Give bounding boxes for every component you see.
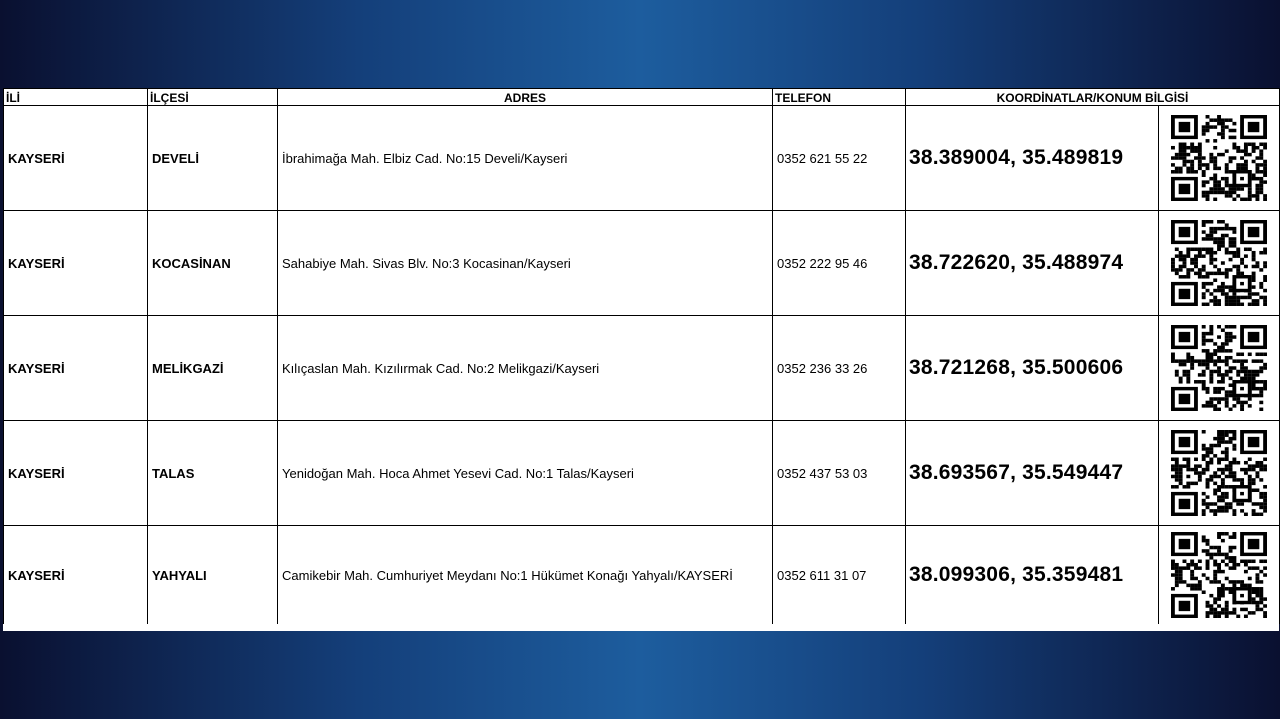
cell-adres: Sahabiye Mah. Sivas Blv. No:3 Kocasinan/Kayseri (278, 211, 773, 316)
cell-koordinat: 38.722620, 35.488974 (906, 211, 1159, 316)
cell-koordinat: 38.389004, 35.489819 (906, 106, 1159, 211)
cell-telefon: 0352 611 31 07 (773, 526, 906, 625)
cell-telefon: 0352 222 95 46 (773, 211, 906, 316)
header-row (4, 89, 1280, 106)
cell-il: KAYSERİ (4, 316, 148, 421)
qr-code-icon[interactable] (1171, 220, 1267, 306)
cell-ilce: KOCASİNAN (148, 211, 278, 316)
cell-il: KAYSERİ (4, 106, 148, 211)
cell-telefon: 0352 621 55 22 (773, 106, 906, 211)
cell-qr (1159, 526, 1280, 625)
header-adres: ADRES (278, 89, 773, 106)
qr-code-icon[interactable] (1171, 532, 1267, 618)
cell-koordinat: 38.099306, 35.359481 (906, 526, 1159, 625)
cell-qr (1159, 316, 1280, 421)
qr-code-icon[interactable] (1171, 325, 1267, 411)
cell-koordinat: 38.693567, 35.549447 (906, 421, 1159, 526)
table-row (4, 421, 1280, 526)
cell-ilce: TALAS (148, 421, 278, 526)
cell-qr (1159, 106, 1280, 211)
cell-il: KAYSERİ (4, 526, 148, 625)
cell-adres: Yenidoğan Mah. Hoca Ahmet Yesevi Cad. No:1 Talas/Kayseri (278, 421, 773, 526)
cell-telefon: 0352 236 33 26 (773, 316, 906, 421)
qr-code-icon[interactable] (1171, 430, 1267, 516)
cell-adres: Camikebir Mah. Cumhuriyet Meydanı No:1 Hükümet Konağı Yahyalı/KAYSERİ (278, 526, 773, 625)
cell-ilce: DEVELİ (148, 106, 278, 211)
cell-adres: Kılıçaslan Mah. Kızılırmak Cad. No:2 Melikgazi/Kayseri (278, 316, 773, 421)
header-telefon: TELEFON (773, 89, 906, 106)
header-koordinat: KOORDİNATLAR/KONUM BİLGİSİ (906, 89, 1280, 106)
cell-il: KAYSERİ (4, 211, 148, 316)
table-row (4, 316, 1280, 421)
qr-code-icon[interactable] (1171, 115, 1267, 201)
cell-ilce: MELİKGAZİ (148, 316, 278, 421)
cell-ilce: YAHYALI (148, 526, 278, 625)
cell-il: KAYSERİ (4, 421, 148, 526)
table-row (4, 106, 1280, 211)
cell-qr (1159, 421, 1280, 526)
table-row (4, 526, 1280, 625)
table-row (4, 211, 1280, 316)
document-sheet (3, 88, 1279, 631)
cell-telefon: 0352 437 53 03 (773, 421, 906, 526)
header-il: İLİ (4, 89, 148, 106)
header-ilce: İLÇESİ (148, 89, 278, 106)
cell-adres: İbrahimağa Mah. Elbiz Cad. No:15 Develi/Kayseri (278, 106, 773, 211)
cell-qr (1159, 211, 1280, 316)
cell-koordinat: 38.721268, 35.500606 (906, 316, 1159, 421)
location-table (3, 88, 1280, 624)
